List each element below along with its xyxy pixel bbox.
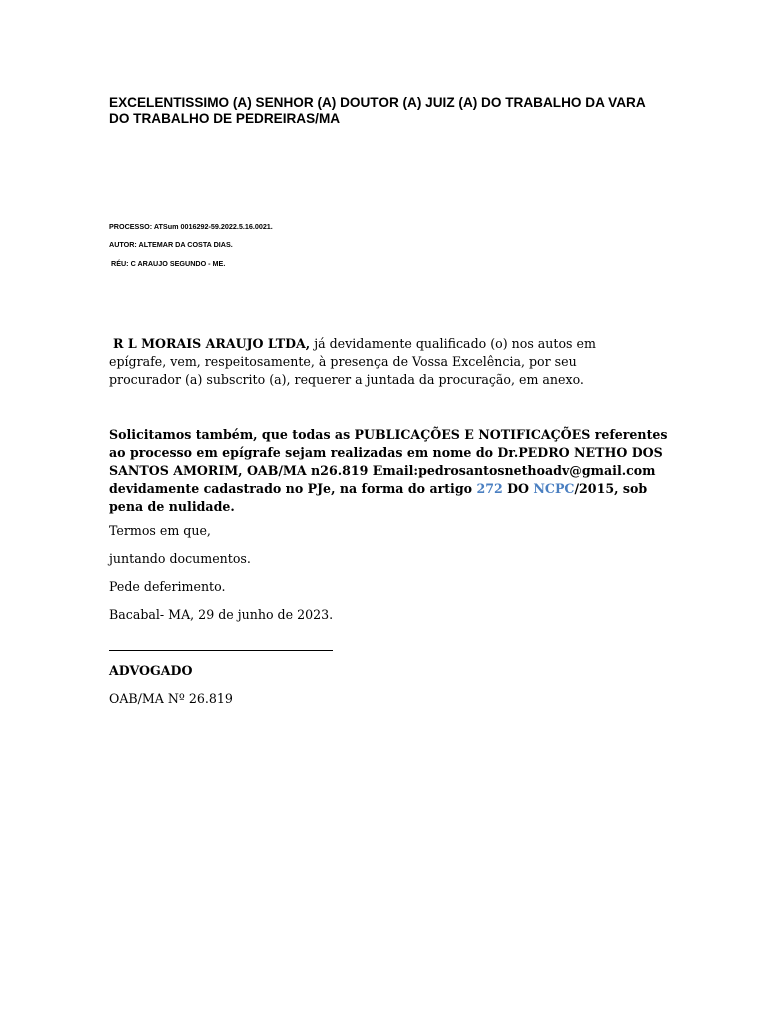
company-name: R L MORAIS ARAUJO LTDA, — [113, 336, 311, 351]
paragraph-juntada — [109, 335, 669, 389]
reu-line: RÉU: C ARAUJO SEGUNDO - ME. — [111, 259, 226, 268]
document-heading — [109, 95, 669, 127]
paragraph-notificacoes-text-4c: /2015, sob — [574, 481, 648, 496]
artigo-272-link[interactable]: 272 — [476, 481, 503, 496]
paragraph-notificacoes-text-4b: DO — [502, 481, 534, 496]
signature-title: ADVOGADO — [109, 663, 193, 678]
paragraph-juntada-line-2: epígrafe, vem, respeitosamente, à presença de Vossa Excelência, por seu — [109, 354, 577, 369]
paragraph-notificacoes-line-3: SANTOS AMORIM, OAB/MA n26.819 Email:pedrosantosnethoadv@gmail.com — [109, 463, 656, 478]
paragraph-notificacoes-line-4 — [109, 480, 669, 498]
heading-line-2: DO TRABALHO DE PEDREIRAS/MA — [109, 111, 341, 126]
autor-line: AUTOR: ALTEMAR DA COSTA DIAS. — [109, 240, 233, 249]
oab-number: OAB/MA Nº 26.819 — [109, 691, 233, 706]
paragraph-juntada-line-1 — [109, 335, 669, 353]
place-date: Bacabal- MA, 29 de junho de 2023. — [109, 607, 334, 622]
closing-termos: Termos em que, — [109, 523, 211, 538]
ncpc-link[interactable]: NCPC — [533, 481, 575, 496]
closing-juntando: juntando documentos. — [109, 551, 251, 566]
paragraph-notificacoes-line-1: Solicitamos também, que todas as PUBLICAÇÕES E NOTIFICAÇÕES referentes — [109, 427, 668, 442]
signature-line — [109, 650, 333, 651]
paragraph-juntada-text-1: já devidamente qualificado (o) nos autos em — [310, 336, 596, 351]
paragraph-notificacoes-line-5: pena de nulidade. — [109, 499, 235, 514]
paragraph-juntada-line-3: procurador (a) subscrito (a), requerer a juntada da procuração, em anexo. — [109, 372, 584, 387]
paragraph-notificacoes-line-2: ao processo em epígrafe sejam realizadas em nome do Dr.PEDRO NETHO DOS — [109, 445, 663, 460]
paragraph-notificacoes-text-4a: devidamente cadastrado no PJe, na forma do artigo — [109, 481, 477, 496]
processo-line: PROCESSO: ATSum 0016292-59.2022.5.16.0021. — [109, 222, 273, 231]
heading-line-1: EXCELENTISSIMO (A) SENHOR (A) DOUTOR (A) JUIZ (A) DO TRABALHO DA VARA — [109, 95, 646, 110]
paragraph-notificacoes — [109, 426, 669, 516]
closing-deferimento: Pede deferimento. — [109, 579, 226, 594]
